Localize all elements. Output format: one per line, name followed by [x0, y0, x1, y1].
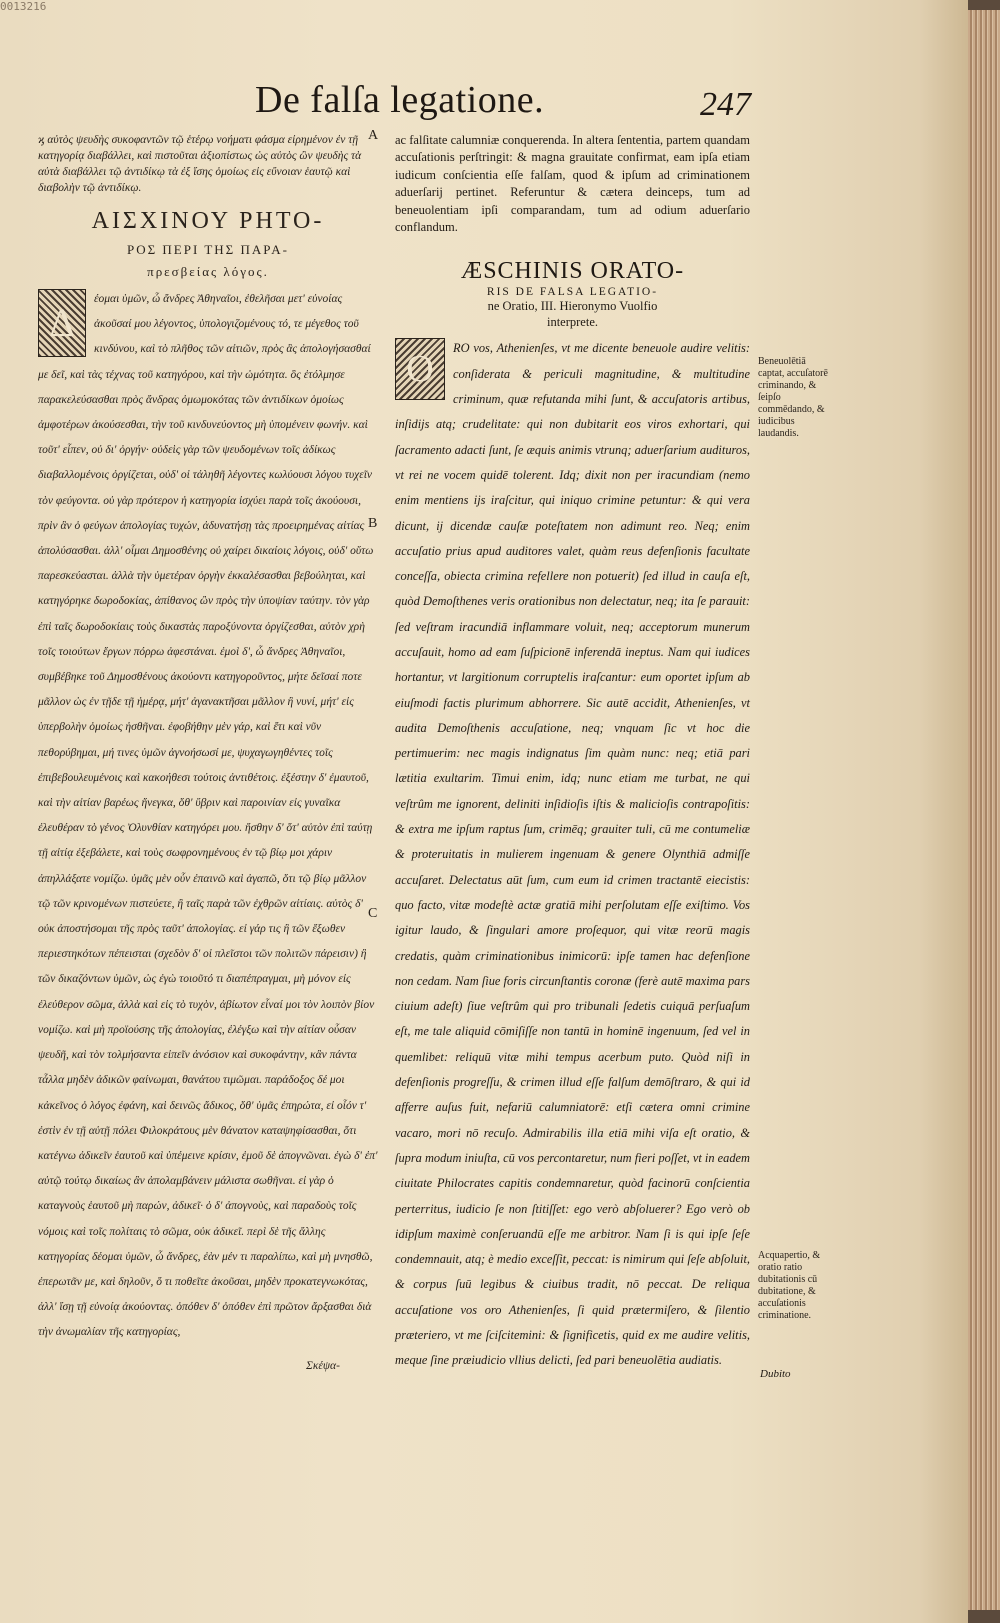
greek-subheading-line-2: πρεσβείας λόγος.: [147, 264, 269, 279]
latin-catchword: Dubito: [760, 1368, 791, 1380]
greek-column: [38, 132, 378, 1346]
latin-interpreter-line-1: ne Oratio, III. Hieronymo Vuolfio: [487, 299, 658, 314]
greek-dropcap: Δ: [38, 289, 86, 357]
greek-body-text: έομαι ὑμῶν, ὦ ἄνδρες Ἀθηναῖοι, ἐθελῆσαι μετ' εὐνοίας ἀκοῦσαί μου λέγοντος, ὑπολογιζομένους τό, τε μέγεθος τοῦ κινδύνου, καὶ τὸ πλῆθος τῶν αἰτιῶν, πρὸς ἃς ἀπολογήσασθαί με δεῖ, καὶ τὰς τέχνας τοῦ κατηγόρου, καὶ τὴν ὠμότητα. ὃς ἐτόλμησε παρακελεύσασθαι πρὸς ἄνδρας ὀμωμοκότας τῶν ἀντιδίκων ὁμοίως ἀμφοτέρων ἀκούσεσθαι, τὴν τοῦ κινδυνεύοντος μὴ ὑπομένειν φωνήν. καὶ τοῦτ' εἶπεν, οὐ δι' ὀργήν· οὐδεὶς γὰρ τῶν ψευδομένων τοῖς ἀδίκως διαβαλλομένοις ὀργίζεται, οὐδ' οἱ τἀληθῆ λέγοντες κωλύουσι λόγου τυχεῖν τὸν φεύγοντα. οὐ γὰρ πρότερον ἡ κατηγορία ἰσχύει παρὰ τοῖς ἀκούουσι, πρὶν ἂν ὁ φεύγων ἀπολογίας τυχών, ἀδυνατήσῃ τὰς προειρημένας αἰτίας ἀπολύσασθαι. ἀλλ' οἶμαι Δημοσθένης οὐ χαίρει δικαίοις λόγοις, οὐδ' οὕτω παρεσκεύασται. ἀλλὰ τὴν ὑμετέραν ὀργὴν ἐκκαλέσασθαι βεβούληται, καὶ κατηγόρηκε δωροδοκίας, ἀπίθανος ὢν πρὸς τὴν ὑποψίαν ταύτην. τὸν γὰρ ἐπὶ ταῖς δωροδοκίαις τοὺς δικαστὰς παροξύνοντα ὀργίζεσθαι, αὐτὸν χρὴ τοῖς τοιούτων ἔργων πόρρω ἀφεστάναι. ἐμοὶ δ', ὦ ἄνδρες Ἀθηναῖοι, συμβέβηκε τοῦ Δημοσθένους ἀκούοντι κατηγοροῦντος, μήτε δεῖσαί ποτε μᾶλλον ὡς ἐν τῇδε τῇ ἡμέρᾳ, μήτ' ἀγανακτῆσαι μᾶλλον ἢ νυνί, μήτ' εἰς ὑπερβολὴν ὁμοίως ἡσθῆναι. ἐφοβήθην μὲν γάρ, καὶ ἔτι καὶ νῦν πεθορύβημαι, μή τινες ὑμῶν ἀγνοήσωσί με, ψυχαγωγηθέντες τοῖς ἐπιβεβουλευμένοις καὶ κακοήθεσι τούτοις ἀντιθέτοις. ἐξέστην δ' ἐμαυτοῦ, καὶ τὴν αἰτίαν βαρέως ἤνεγκα, ὅθ' ὕβριν καὶ παροινίαν εἰς γυναῖκα ἐλευθέραν τὸ γένος Ὀλυνθίαν κατηγόρει μου. ἥσθην δ' ὅτ' αὐτὸν ἐπὶ ταύτῃ τῇ αἰτίᾳ ἐξεβάλετε, καὶ τοὺς σωφρονημένους ἐν τῷ βίῳ μοι χάριν ἀπηλλάξατε νομίζω. ὑμᾶς μὲν οὖν ἐπαινῶ καὶ ἀγαπῶ, ὅτι τῷ βίῳ μᾶλλον τῷ τῶν κρινομένων πιστεύετε, ἢ ταῖς παρὰ τῶν ἐχθρῶν αἰτίαις. αὐτὸς δ' οὐκ ἀποστήσομαι τῆς πρὸς ταῦτ' ἀπολογίας. εἰ γάρ τις ἢ τῶν ἔξωθεν περιεστηκότων πέπεισται (σχεδὸν δ' οἱ πλεῖστοι τῶν πολιτῶν πάρεισιν) ἢ τῶν δικαζόντων ὑμῶν, ὡς ἐγὼ τοιοῦτό τι διαπέπραγμαι, μὴ μόνον εἰς ἐλεύθερον σῶμα, ἀλλὰ καὶ εἰς τὸ τυχὸν, ἀβίωτον εἶναί μοι τὸν λοιπὸν βίον νομίζω. καὶ μὴ προϊούσης τῆς ἀπολογίας, ἐλέγξω καὶ τὴν αἰτίαν οὖσαν ψευδῆ, καὶ τὸν τολμήσαντα εἰπεῖν ἀνόσιον καὶ συκοφάντην, κἂν πάντα τἆλλα μηδὲν ἀδικῶν φαίνωμαι, θανάτου τιμῶμαι. παράδοξος δέ μοι κἀκεῖνος ὁ λόγος ἐφάνη, καὶ δεινῶς ἄδικος, ὅθ' ὑμᾶς ἐπηρώτα, εἰ οἷόν τ' ἐστὶν ἐν τῇ αὐτῇ πόλει Φιλοκράτους μὲν θάνατον καταψηφίσασθαι, ὅτι κατέγνω ἀδικεῖν ἑαυτοῦ καὶ ὑπέμεινε κρίσιν, ἐμοῦ δὲ ἀπογνῶναι. ἐγὼ δ' ἐπ' αὐτῷ τούτῳ δικαίως ἂν ἀπολαμβάνειν μάλιστα σωθῆναι. εἰ γὰρ ὁ καταγνοὺς ἑαυτοῦ μὴ παρών, ἀδικεῖ· ὁ δ' ἀπογνοὺς, καὶ παραδοὺς τοῖς νόμοις καὶ τοῖς πολίταις τὸ σῶμα, οὐκ ἀδικεῖ. περὶ δὲ τῆς ἄλλης κατηγορίας δέομαι ὑμῶν, ὦ ἄνδρες, ἐὰν μέν τι παραλίπω, καὶ μὴ μνησθῶ, ἐπερωτᾶν με, καὶ δηλοῦν, ὅ τι ποθεῖτε ἀκοῦσαι, μηδὲν προκατεγνωκότας, ἀλλ' ἴσῃ τῇ εὐνοίᾳ ἀκούοντας. ὁπόθεν δ' ὁπόθεν ἐπὶ πρῶτον ἄρξασθαι διὰ τὴν ἀνωμαλίαν τῆς κατηγορίας,: [38, 293, 378, 1339]
latin-interpreter: [395, 298, 750, 330]
running-title: De falſa legatione.: [255, 79, 545, 121]
section-letter-b: B: [368, 516, 378, 531]
greek-heading: ΑΙΣΧΙΝΟΥ ΡΗΤΟ-: [91, 208, 325, 234]
latin-subheading: RIS DE FALSA LEGATIO-: [486, 286, 659, 299]
section-letter-a: A: [368, 128, 379, 143]
page-edges: [968, 10, 1000, 1610]
margin-note-dubitatio: Acquapertio, & oratio ratio dubitationis cū dubitatione, & accuſationis criminatione.: [758, 1250, 821, 1321]
greek-subheading: [38, 239, 378, 283]
archive-marker: 0013216: [0, 0, 47, 13]
folio-number: 247: [700, 86, 751, 123]
latin-column: [395, 132, 750, 1374]
latin-interpreter-line-2: interprete.: [546, 315, 598, 330]
margin-note-beneuolentia: Beneuolētiā captat, accuſatorē criminando, & ſeipſo commēdando, & iudicibus laudandis.: [758, 356, 828, 439]
latin-body-text: RO vos, Athenienſes, vt me dicente beneuole audire velitis: conſiderata & periculi magnitudine, & multitudine criminum, quæ refutanda mihi ſunt, & accuſatoris artibus, inſidijs atq; crudelitate: qui non dubitarit eos viros exhortari, qui ſacramento adacti ſunt, ſe æquis animis vtrunq; aduerſarium audituros, vt rei ne vocem quidē tolerent. Idq; dixit non per iracundiam (nemo enim mentiens ijs iraſcitur, qui iniquo crimine petuntur: & qui vera dicunt, ij dicendæ cauſæ poteſtatem non adimunt reo. Neq; enim accuſatio prius apud auditores valet, quàm reus defenſionis facultate conceſſa, obiecta crimina refellere non potuerit) ſed illud in cauſa eſt, quòd Demoſthenes veris orationibus non delectatur, neq; ita ſe parauit: ſed veſtram iracundiā inflammare voluit, neq; acceptorum munerum accuſauit, homo ad eam ſuſpicionē inferendā ineptus. Nam qui iudices hortantur, vt largitionum corruptelis iraſcantur: eum oportet ipſum ab eiuſmodi factis plurimum abhorrere. Sic autē accidit, Athenienſes, vt audita Demoſthenis accuſatione, neq; vnquam ſic vt hoc die pertimuerim: nec magis indignatus ſim quàm nunc: neq; etiā pari lætitia exultarim. Timui enim, idq; nunc etiam me turbat, ne qui veſtrûm me ignorent, deliniti inſidioſis iſtis & malicioſis contrapoſitis: & extra me ipſum raptus ſum, crimēq; grauiter tuli, cū me contumeliæ & proteruitatis in mulierem ingenuam & genere Olynthiā admiſſe accuſaret. Delectatus aūt ſum, cum eum id crimen tractantē eiecistis: quo facto, vitæ modeſtè actæ gratiā mihi perſolutam eſſe exiſtimo. Vos igitur laudo, & ſingulari amore proſequor, qui vitæ reorū magis credatis, quàm criminationibus inimicorū: ipſe tamen hac defenſione non cedam. Nam ſiue foris circunſtantis coronæ (ferè autē maxima pars ciuium adeſt) ſiue veſtrûm qui pro tribunali ſedetis cuiquā perſuaſum eſt, me tale aliquid cōmiſiſſe non tantū in hominē ingenuum, ſed vel in quemlibet: reliquū vitæ mihi tempus acerbum puto. Quòd niſi in defenſionis progreſſu, & crimen illud eſſe falſum demōſtraro, & qui id afferre auſus fuit, nefariū calumniatorē: etſi cætera omni crimine vacaro, mori nō recuſo. Admirabilis illa etiā mihi viſa eſt oratio, & ſupra modum iniuſta, cū vos percontaretur, num fieri poſſet, vt in eadem ciuitate Philocrates capitis condemnaretur, quòd facinorū conſcientia perterritus, iudicio ſe non ſtitiſſet: ego verò abſoluerer? Ego verò ob idipſum maximè conſeruandū eſſe me arbitror. Nam ſi is qui ipſe ſeſe condemnauit, atq; è medio exceſſit, peccat: is nimirum qui ſeſe abſoluit, & corpus ſuū legibus & ciuibus tradit, nō peccat. De reliqua accuſatione vos oro Athenienſes, ſi quid prætermiſero, & ſilentio præteriero, vt me ſciſcitemini: & ſignificetis, quid ex me audire velitis, meque ſine præiudicio vllius delicti, ſed pari beneuolētia audiatis.: [395, 341, 750, 1368]
greek-argument: ϗ αὐτὸς ψευδὴς συκοφαντῶν τῷ ἑτέρῳ νοήματι φάσμα εἰρημένον ἐν τῇ κατηγορίᾳ διαβάλλει, καὶ πιστοῦται ἀξιοπίστως ὡς αὐτὸς ὢν ψευδὴς τὰ αὐτὰ διαβάλλει τῷ ἀντιδίκῳ τὰ ἐξ ἴσης ὁμοίως εἰς εὔνοιαν ἑαυτῷ καὶ διαβολὴν τῷ ἀντιδίκῳ.: [38, 134, 362, 194]
section-letter-c: C: [368, 906, 378, 921]
latin-body: [395, 336, 750, 1373]
latin-dropcap: O: [395, 338, 445, 400]
greek-body: [38, 287, 378, 1346]
latin-argument: ac falſitate calumniæ conquerenda. In altera ſententia, partem quandam accuſationis perſtringit: & magna grauitate confirmat, eam ipſa etiam iudicum conſcientia eſſe falſam, quod & ipſum ad criminationem aduerſarij pertinet. Referuntur & cætera deinceps, tum ad beneuolentiam ipſi comparandam, tum ad odium aduerſario conflandum.: [395, 133, 750, 235]
greek-subheading-line-1: ΡΟΣ ΠΕΡΙ ΤΗΣ ΠΑΡΑ-: [126, 242, 290, 257]
greek-catchword: Σκέψα-: [306, 1360, 340, 1372]
latin-heading: ÆSCHINIS ORATO-: [460, 258, 685, 285]
